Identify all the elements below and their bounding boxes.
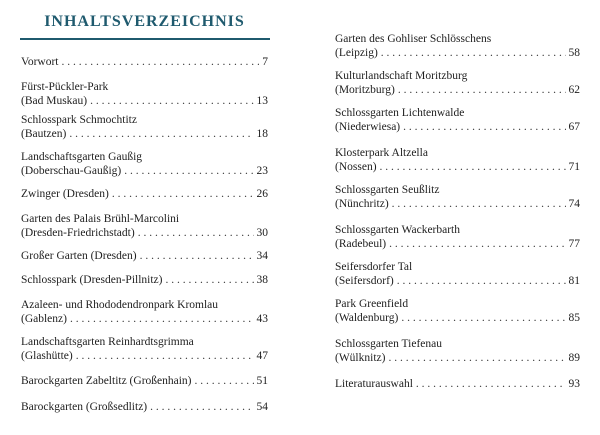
toc-entry-title: Schlossgarten Seußlitz: [335, 184, 440, 196]
toc-entry-label: (Gablenz): [21, 313, 67, 325]
toc-entry[interactable]: [21, 374, 268, 388]
toc-entry[interactable]: [335, 32, 580, 60]
toc-entry-line: [21, 400, 268, 414]
toc-page-number: 18: [256, 128, 268, 140]
toc-page-number: 30: [256, 227, 268, 239]
dot-leader: [388, 351, 565, 365]
toc-entry-label: Vorwort: [21, 56, 59, 68]
dot-leader: [397, 274, 566, 288]
toc-entry[interactable]: [21, 400, 268, 414]
dot-leader: [124, 164, 253, 178]
toc-entry-line: [21, 164, 268, 178]
toc-entry[interactable]: [21, 335, 268, 363]
toc-entry-label: (Dresden-Friedrichstadt): [21, 227, 135, 239]
toc-entry-label: (Nossen): [335, 161, 377, 173]
toc-entry[interactable]: [21, 212, 268, 240]
toc-page-number: 67: [568, 121, 580, 133]
toc-entry-label: (Doberschau-Gaußig): [21, 165, 122, 177]
page-title: INHALTSVERZEICHNIS: [44, 13, 245, 30]
toc-entry-line: [335, 46, 580, 60]
toc-entry-label: Zwinger (Dresden): [21, 188, 109, 200]
toc-entry-label: (Bautzen): [21, 128, 67, 140]
dot-leader: [416, 377, 566, 391]
toc-entry-line: [335, 351, 580, 365]
toc-entry[interactable]: [21, 150, 268, 178]
title-rule: [20, 38, 270, 40]
toc-page-number: 62: [568, 84, 580, 96]
toc-page-number: 77: [568, 238, 580, 250]
toc-entry-line: [21, 273, 268, 287]
toc-entry-label: (Nünchritz): [335, 198, 389, 210]
toc-entry-title: Schlosspark Schmochtitz: [21, 114, 137, 126]
toc-entry[interactable]: [335, 223, 580, 251]
dot-leader: [401, 311, 565, 325]
toc-entry-label: (Wülknitz): [335, 352, 386, 364]
toc-entry[interactable]: [335, 183, 580, 211]
toc-entry-label: (Bad Muskau): [21, 95, 88, 107]
toc-entry-label: Barockgarten (Großsedlitz): [21, 401, 148, 413]
toc-entry-label: (Radebeul): [335, 238, 387, 250]
toc-entry-title: Seifersdorfer Tal: [335, 261, 413, 273]
toc-page-number: 47: [256, 350, 268, 362]
toc-entry[interactable]: [335, 297, 580, 325]
toc-entry[interactable]: [335, 260, 580, 288]
toc-entry-title: Garten des Gohliser Schlösschens: [335, 33, 492, 45]
toc-entry[interactable]: [335, 106, 580, 134]
toc-page-number: 54: [256, 401, 268, 413]
toc-entry-title: Landschaftsgarten Reinhardtsgrimma: [21, 336, 194, 348]
toc-entry-label: (Glashütte): [21, 350, 73, 362]
toc-entry-line: [21, 226, 268, 240]
toc-entry[interactable]: [21, 273, 268, 287]
toc-entry[interactable]: [21, 80, 268, 108]
toc-page-number: 26: [256, 188, 268, 200]
toc-page-number: 74: [568, 198, 580, 210]
toc-page-number: 43: [256, 313, 268, 325]
toc-entry-line: [335, 377, 580, 391]
toc-entry-label: (Waldenburg): [335, 312, 399, 324]
dot-leader: [398, 83, 566, 97]
toc-entry-line: [335, 83, 580, 97]
toc-entry-line: [21, 55, 268, 69]
toc-entry-line: [335, 237, 580, 251]
toc-entry-line: [335, 120, 580, 134]
toc-entry-label: Großer Garten (Dresden): [21, 250, 137, 262]
toc-entry-label: Schlosspark (Dresden-Pillnitz): [21, 274, 163, 286]
dot-leader: [90, 94, 253, 108]
toc-page-number: 93: [568, 378, 580, 390]
toc-entry-title: Schlossgarten Lichtenwalde: [335, 107, 465, 119]
toc-page-number: 71: [568, 161, 580, 173]
toc-entry[interactable]: [21, 249, 268, 263]
toc-entry[interactable]: [335, 146, 580, 174]
dot-leader: [195, 374, 254, 388]
toc-entry-line: [21, 312, 268, 326]
toc-entry-label: (Seifersdorf): [335, 275, 394, 287]
toc-entry-title: Azaleen- und Rhododendronpark Kromlau: [21, 299, 219, 311]
dot-leader: [140, 249, 254, 263]
dot-leader: [403, 120, 565, 134]
toc-entry-line: [21, 127, 268, 141]
toc-entry-line: [21, 94, 268, 108]
dot-leader: [389, 237, 565, 251]
toc-entry-line: [21, 249, 268, 263]
toc-entry-title: Park Greenfield: [335, 298, 409, 310]
dot-leader: [392, 197, 566, 211]
dot-leader: [138, 226, 254, 240]
toc-entry[interactable]: [21, 298, 268, 326]
toc-entry-label: Barockgarten Zabeltitz (Großenhain): [21, 375, 192, 387]
toc-entry-title: Garten des Palais Brühl-Marcolini: [21, 213, 180, 225]
dot-leader: [61, 55, 259, 69]
toc-page-number: 89: [568, 352, 580, 364]
toc-entry-line: [21, 349, 268, 363]
toc-entry-title: Schlossgarten Tiefenau: [335, 338, 443, 350]
dot-leader: [150, 400, 253, 414]
toc-page-number: 34: [256, 250, 268, 262]
toc-page-number: 13: [256, 95, 268, 107]
toc-page-number: 85: [568, 312, 580, 324]
toc-entry-title: Landschaftsgarten Gaußig: [21, 151, 143, 163]
dot-leader: [381, 46, 566, 60]
toc-entry[interactable]: [335, 69, 580, 97]
toc-page-number: 51: [256, 375, 268, 387]
dot-leader: [166, 273, 254, 287]
toc-entry-label: (Niederwiesa): [335, 121, 401, 133]
dot-leader: [76, 349, 254, 363]
toc-entry-label: (Leipzig): [335, 47, 378, 59]
toc-entry-title: Klosterpark Altzella: [335, 147, 428, 159]
dot-leader: [69, 127, 253, 141]
toc-entry-line: [21, 187, 268, 201]
toc-entry-line: [335, 197, 580, 211]
toc-entry-title: Kulturlandschaft Moritzburg: [335, 70, 468, 82]
toc-entry-label: (Moritzburg): [335, 84, 395, 96]
toc-entry[interactable]: [335, 377, 580, 391]
toc-entry-line: [21, 374, 268, 388]
toc-page-number: 81: [568, 275, 580, 287]
toc-page-number: 23: [256, 165, 268, 177]
toc-page-number: 38: [256, 274, 268, 286]
toc-entry-title: Fürst-Pückler-Park: [21, 81, 109, 93]
dot-leader: [70, 312, 254, 326]
toc-entry-line: [335, 160, 580, 174]
toc-entry-line: [335, 274, 580, 288]
toc-page-number: 58: [568, 47, 580, 59]
dot-leader: [112, 187, 254, 201]
toc-entry[interactable]: [335, 337, 580, 365]
toc-entry[interactable]: [21, 187, 268, 201]
toc-entry-label: Literaturauswahl: [335, 378, 413, 390]
toc-entry-line: [335, 311, 580, 325]
toc-page-number: 7: [262, 56, 268, 68]
toc-entry-title: Schlossgarten Wackerbarth: [335, 224, 461, 236]
toc-entry[interactable]: [21, 113, 268, 141]
dot-leader: [380, 160, 566, 174]
toc-entry[interactable]: [21, 55, 268, 69]
